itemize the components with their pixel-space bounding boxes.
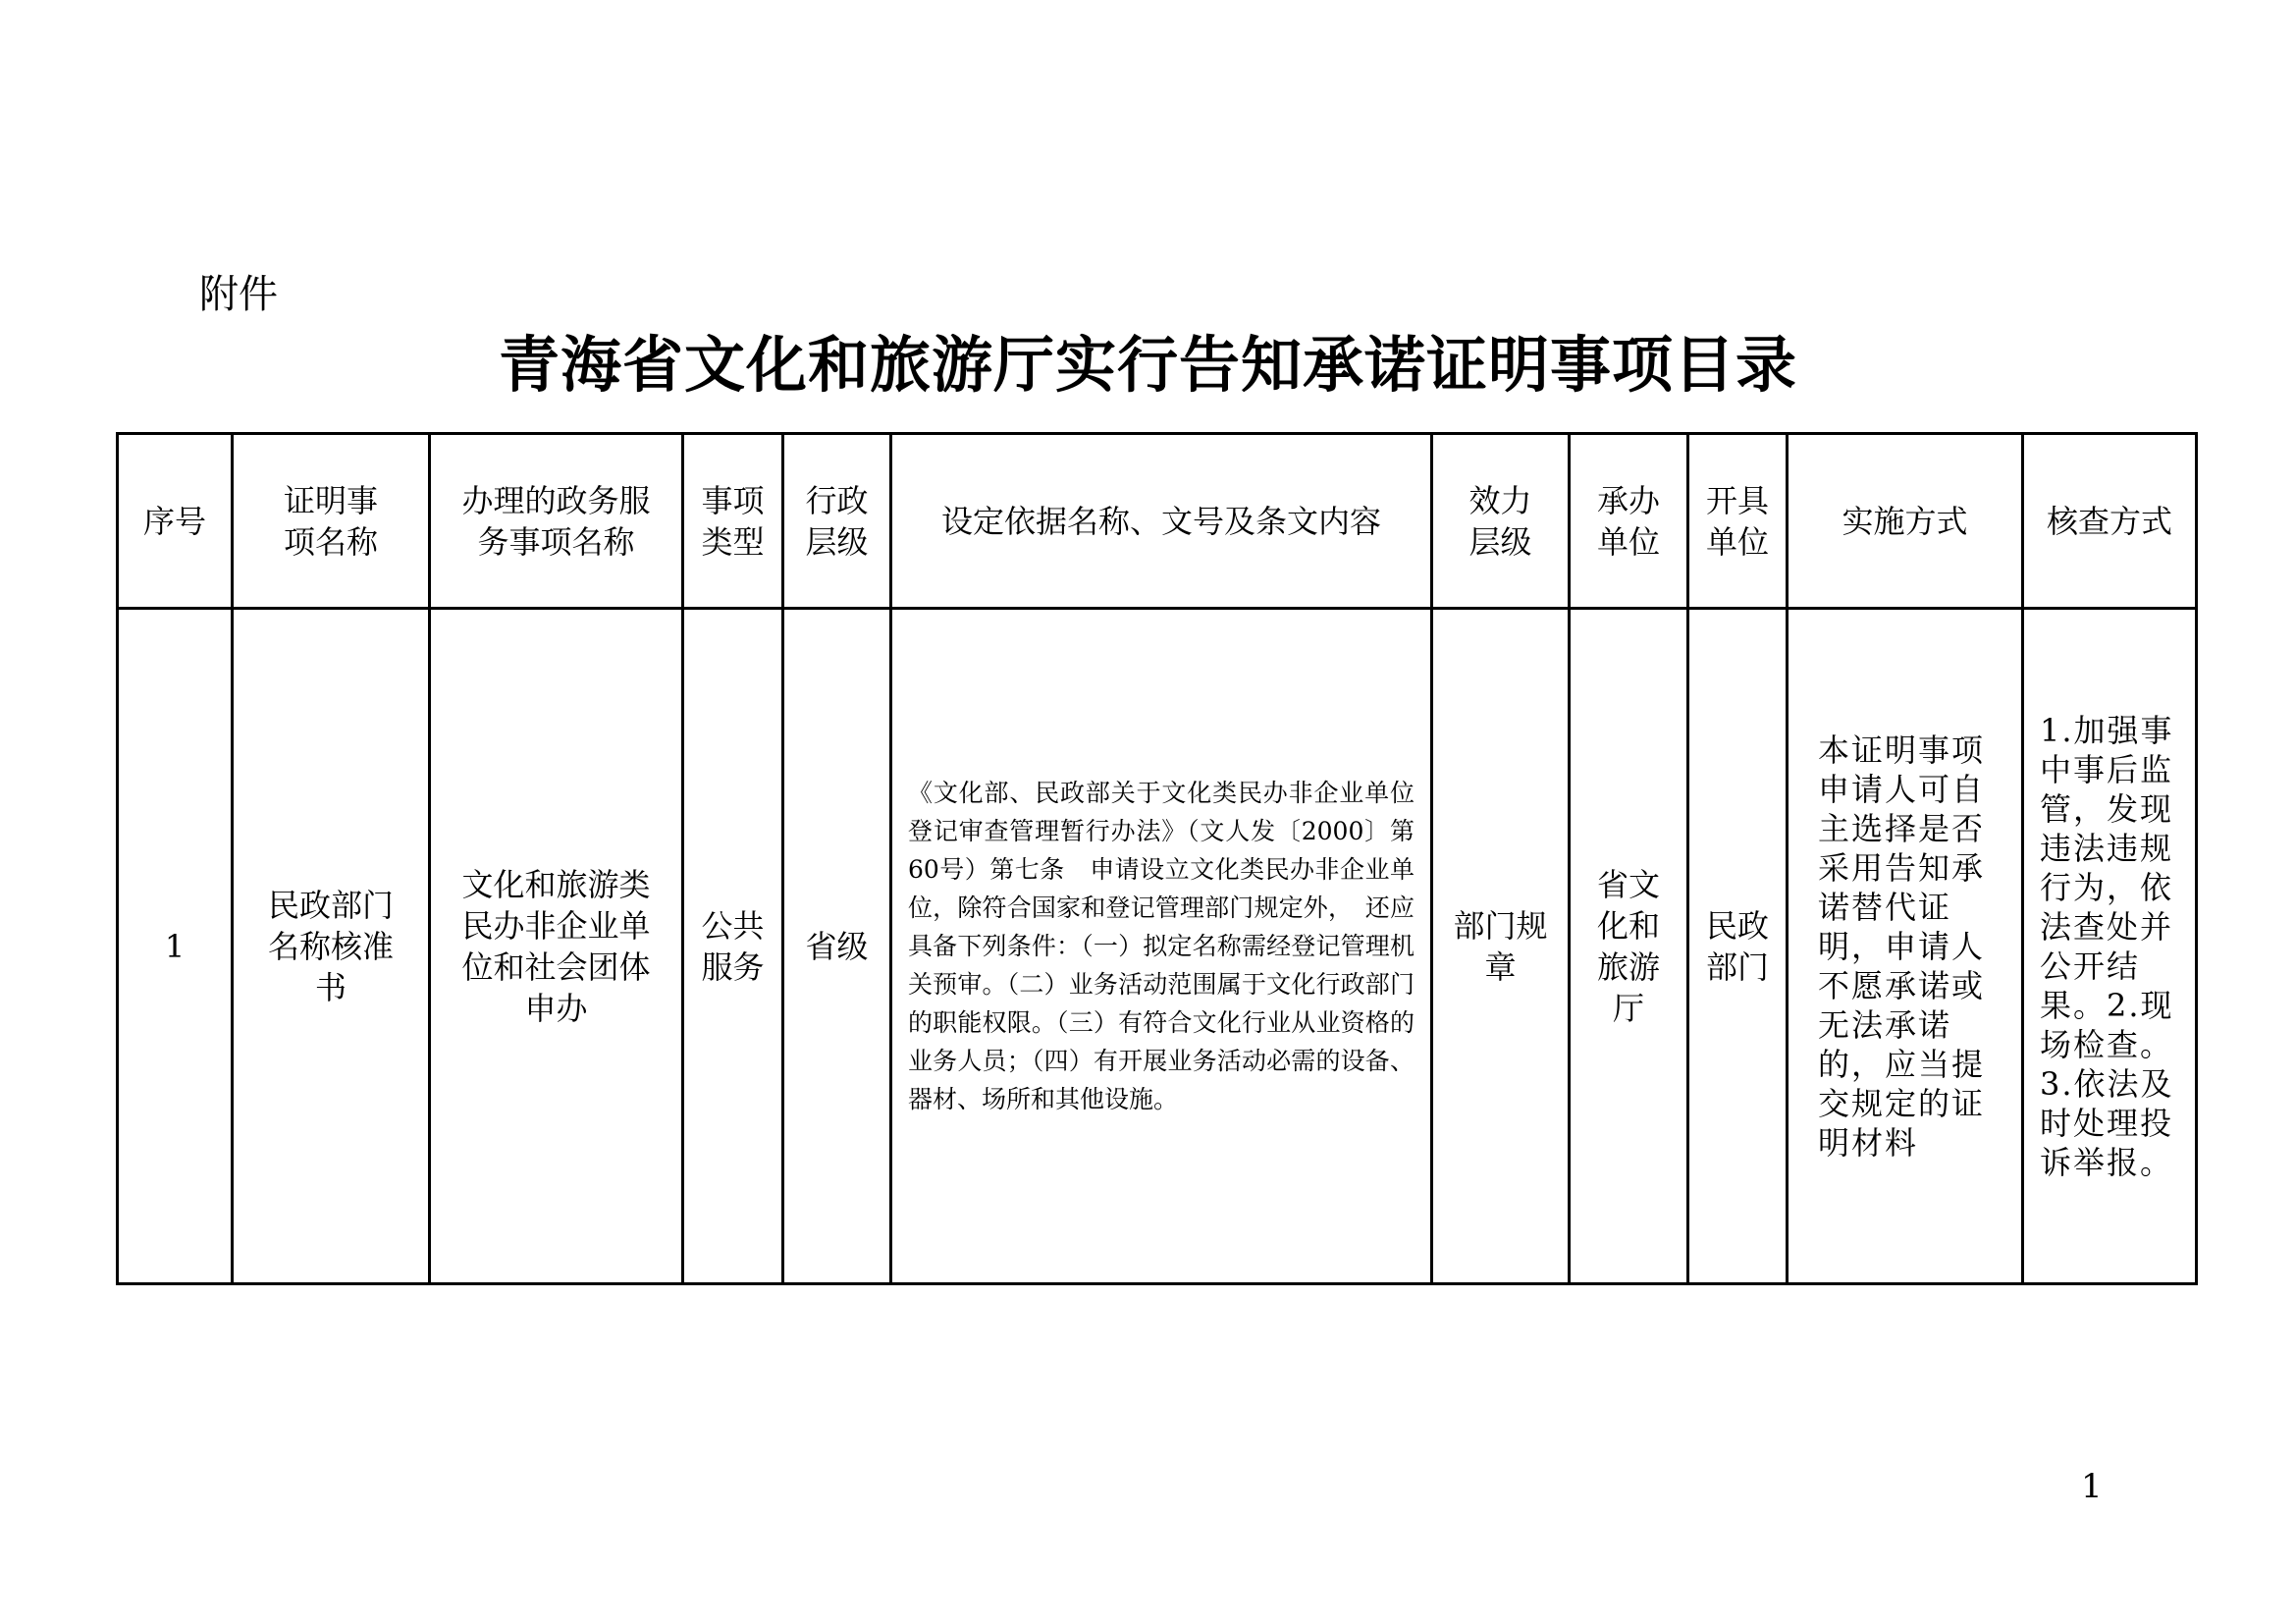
cell-undertaking-unit: 省文化和旅游厅 [1570, 609, 1688, 1284]
cell-seq: 1 [118, 609, 233, 1284]
column-header-seq: 序号 [118, 434, 233, 609]
page-number: 1 [2081, 1467, 2103, 1506]
column-header-effect-level: 效力层级 [1432, 434, 1570, 609]
column-header-implementation: 实施方式 [1788, 434, 2023, 609]
column-header-item-type: 事项类型 [683, 434, 783, 609]
cell-implementation: 本证明事项申请人可自主选择是否采用告知承诺替代证明，申请人不愿承诺或无法承诺的，应当提交规定的证明材料 [1788, 609, 2023, 1284]
column-header-verification: 核查方式 [2023, 434, 2197, 609]
cell-effect-level: 部门规章 [1432, 609, 1570, 1284]
cell-admin-level: 省级 [783, 609, 891, 1284]
cell-issuing-unit: 民政部门 [1688, 609, 1788, 1284]
column-header-basis: 设定依据名称、文号及条文内容 [891, 434, 1432, 609]
table-row [118, 609, 2197, 1284]
cell-item-type: 公共服务 [683, 609, 783, 1284]
column-header-undertaking-unit: 承办单位 [1570, 434, 1688, 609]
cell-basis: 《文化部、民政部关于文化类民办非企业单位登记审查管理暂行办法》（文人发〔2000〕第60号）第七条 申请设立文化类民办非企业单位，除符合国家和登记管理部门规定外， 还应具备下列条件：（一）拟定名称需经登记管理机关预审。（二）业务活动范围属于文化行政部门的职能权限。（三）有符合文化行业从业资格的业务人员；（四）有开展业务活动必需的设备、器材、场所和其他设施。 [891, 609, 1432, 1284]
column-header-service-item: 办理的政务服务事项名称 [430, 434, 683, 609]
attachment-label: 附件 [199, 272, 278, 317]
cell-certificate-name: 民政部门名称核准书 [233, 609, 430, 1284]
table-header-row [118, 434, 2197, 609]
cell-service-item: 文化和旅游类民办非企业单位和社会团体申办 [430, 609, 683, 1284]
catalog-table [116, 432, 2198, 1285]
column-header-admin-level: 行政层级 [783, 434, 891, 609]
column-header-certificate-name: 证明事项名称 [233, 434, 430, 609]
document-title: 青海省文化和旅游厅实行告知承诺证明事项目录 [498, 329, 1797, 401]
column-header-issuing-unit: 开具单位 [1688, 434, 1788, 609]
cell-verification: 1.加强事中事后监管，发现违法违规行为，依法查处并公开结果。2.现场检查。3.依法及时处理投诉举报。 [2023, 609, 2197, 1284]
